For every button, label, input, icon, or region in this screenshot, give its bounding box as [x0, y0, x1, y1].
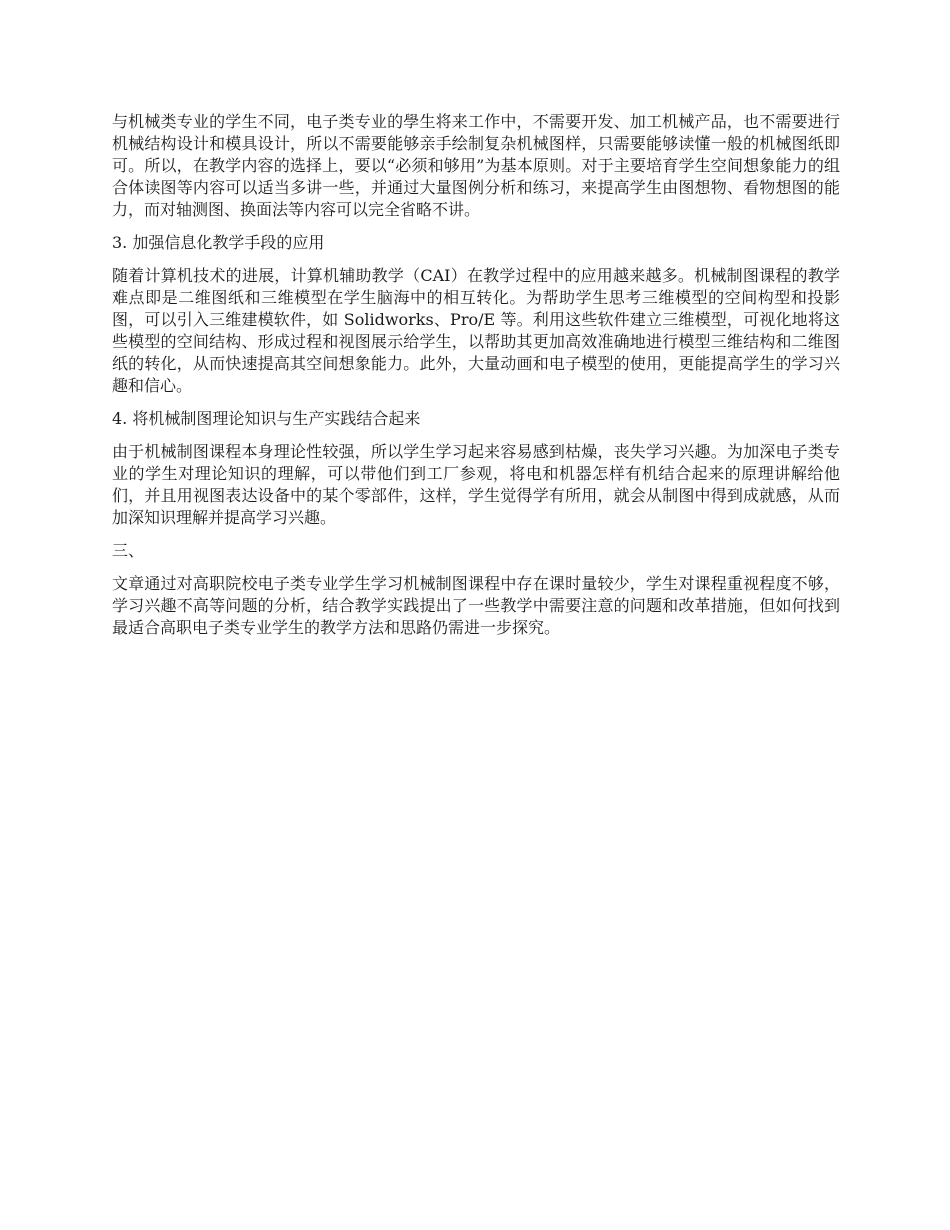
section-heading-3: 3. 加强信息化教学手段的应用	[112, 233, 325, 252]
section-heading-4: 4. 将机械制图理论知识与生产实践结合起来	[112, 409, 421, 428]
paragraph-practice-combination: 由于机械制图课程本身理论性较强，所以学生学习起来容易感到枯燥，丧失学习兴趣。为加深电子类专业的学生对理论知识的理解，可以带他们到工厂参观，将电和机器怎样有机结合起来的原理讲解给他们，并且用视图表达设备中的某个零部件，这样，学生觉得学有所用，就会从制图中得到成就感，从而加深知识理解并提高学习兴趣。	[112, 442, 840, 527]
paragraph-information-teaching: 随着计算机技术的进展，计算机辅助教学（CAI）在教学过程中的应用越来越多。机械制图课程的教学难点即是二维图纸和三维模型在学生脑海中的相互转化。为帮助学生思考三维模型的空间构型和投影图，可以引入三维建模软件，如 Solidworks、Pro/E 等。利用这些软件建立三维模型，可视化地将这些模型的空间结构、形成过程和视图展示给学生，以帮助其更加高效准确地进行模型三维结构和二维图纸的转化，从而快速提高其空间想象能力。此外，大量动画和电子模型的使用，更能提高学生的学习兴趣和信心。	[112, 266, 840, 395]
paragraph-conclusion: 文章通过对高职院校电子类专业学生学习机械制图课程中存在课时量较少，学生对课程重视程度不够，学习兴趣不高等问题的分析，结合教学实践提出了一些教学中需要注意的问题和改革措施，但如何找到最适合高职电子类专业学生的教学方法和思路仍需进一步探究。	[112, 574, 840, 637]
paragraph-content-selection: 与机械类专业的学生不同，电子类专业的學生将来工作中，不需要开发、加工机械产品，也不需要进行机械结构设计和模具设计，所以不需要能够亲手绘制复杂机械图样，只需要能够读懂一般的机械图纸即可。所以，在教学内容的选择上，要以“必须和够用”为基本原则。对于主要培育学生空间想象能力的组合体读图等内容可以适当多讲一些，并通过大量图例分析和练习，来提高学生由图想物、看物想图的能力，而对轴测图、换面法等内容可以完全省略不讲。	[112, 112, 840, 219]
document-body	[112, 111, 840, 650]
section-heading-conclusion: 三、	[112, 541, 145, 560]
